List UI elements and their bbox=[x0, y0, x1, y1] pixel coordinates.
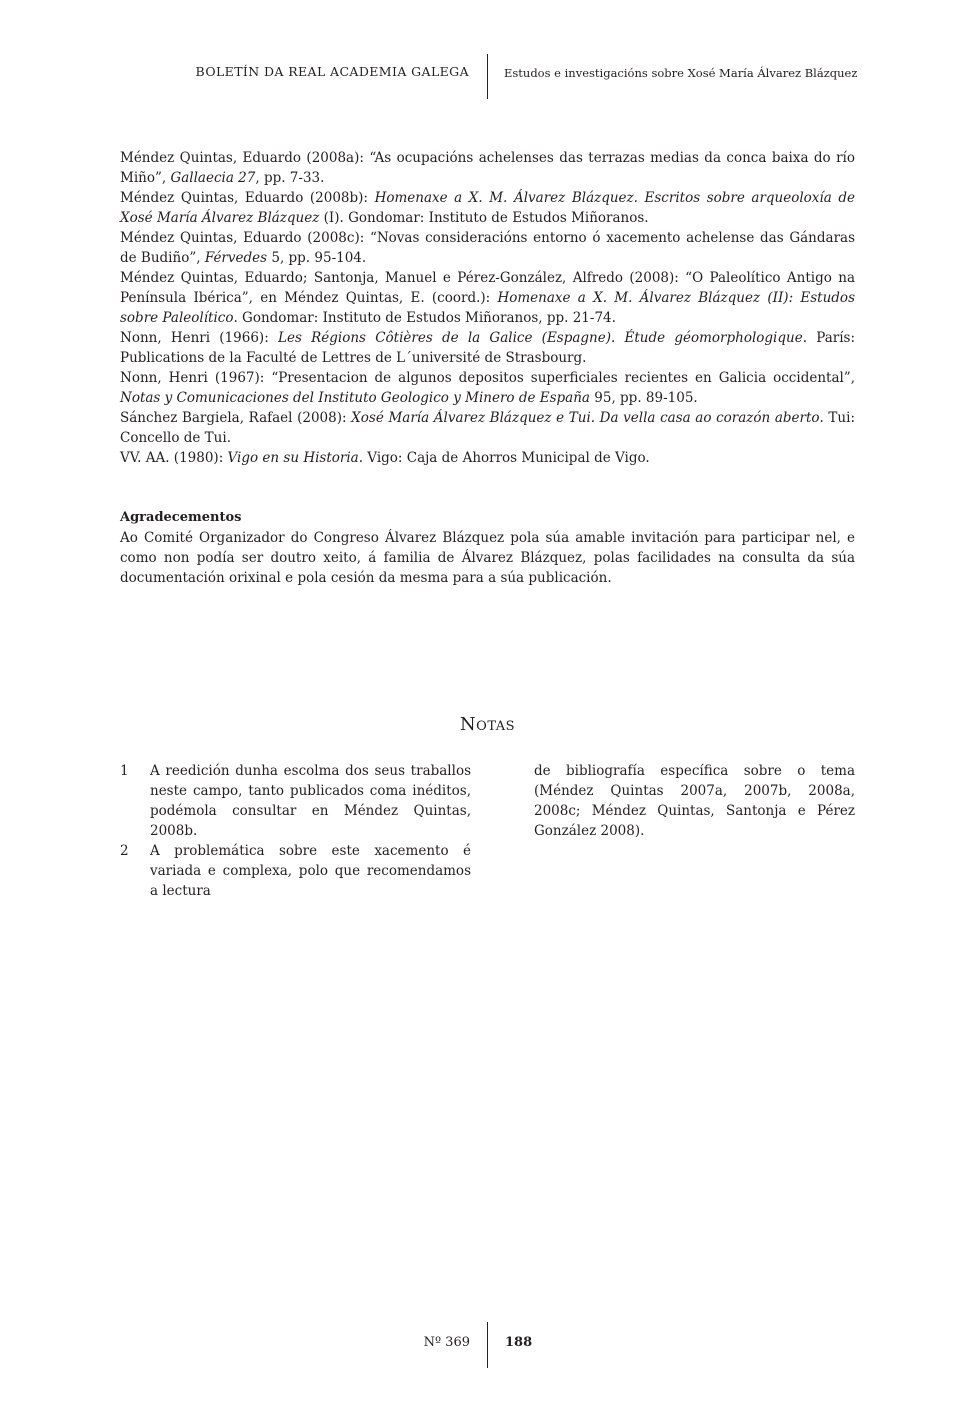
reference-title: Les Régions Côtières de la Galice (Espagne). Étude géomorphologique bbox=[277, 330, 803, 346]
section-title: Estudos e investigacións sobre Xosé María Álvarez Blázquez bbox=[504, 66, 858, 80]
reference-text: . Gondomar: Instituto de Estudos Miñoranos, pp. 21-74. bbox=[233, 310, 616, 326]
reference-entry bbox=[120, 408, 855, 448]
reference-title: Férvedes bbox=[204, 250, 268, 266]
notes-heading: Notas bbox=[459, 714, 516, 735]
reference-title: Notas y Comunicaciones del Instituto Geologico y Minero de España bbox=[120, 390, 590, 406]
reference-entry bbox=[120, 328, 855, 368]
reference-text: Méndez Quintas, Eduardo (2008a): “As ocupacións achelenses das terrazas medias da conca baixa do río Miño”, bbox=[120, 150, 855, 186]
page-number: 188 bbox=[505, 1335, 533, 1350]
reference-text: Méndez Quintas, Eduardo (2008b): bbox=[120, 190, 375, 206]
reference-title: Vigo en su Historia bbox=[227, 450, 359, 466]
acknowledgements-body: Ao Comité Organizador do Congreso Álvarez Blázquez pola súa amable invitación para participar nel, e como non podía ser doutro xeito, á familia de Álvarez Blázquez, polas facilidades na consulta da súa documentación orixinal e pola cesión da mesma para a súa publicación. bbox=[120, 530, 855, 586]
journal-title: BOLETÍN DA REAL ACADEMIA GALEGA bbox=[195, 64, 469, 79]
reference-entry bbox=[120, 148, 855, 188]
reference-title: Homenaxe a X. M. Álvarez Blázquez (II): Estudos sobre Paleolítico bbox=[120, 290, 855, 326]
reference-entry bbox=[120, 448, 855, 468]
reference-text: Méndez Quintas, Eduardo (2008c): “Novas consideracións entorno ó xacemento achelense das Gándaras de Budiño”, bbox=[120, 230, 855, 266]
acknowledgements-section bbox=[120, 508, 855, 588]
note-item bbox=[120, 841, 471, 901]
reference-title: Gallaecia 27 bbox=[170, 170, 256, 186]
reference-text: 5, pp. 95-104. bbox=[267, 250, 367, 266]
reference-text: (I). Gondomar: Instituto de Estudos Miñoranos. bbox=[319, 210, 649, 226]
reference-entry bbox=[120, 188, 855, 228]
note-text: A problemática sobre este xacemento é variada e complexa, polo que recomendamos a lectura bbox=[150, 843, 471, 899]
note-item bbox=[120, 761, 471, 841]
reference-text: Nonn, Henri (1967): “Presentacion de algunos depositos superficiales recientes en Galicia occidental”, bbox=[120, 370, 855, 386]
reference-text: 95, pp. 89-105. bbox=[589, 390, 698, 406]
reference-text: . Tui: Concello de Tui. bbox=[120, 410, 855, 446]
reference-text: Nonn, Henri (1966): bbox=[120, 330, 278, 346]
footer-divider bbox=[487, 1322, 488, 1368]
reference-title: Xosé María Álvarez Blázquez e Tui. Da vella casa ao corazón aberto bbox=[351, 410, 820, 426]
issue-number: Nº 369 bbox=[423, 1335, 470, 1350]
reference-entry bbox=[120, 368, 855, 408]
note-number: 2 bbox=[120, 843, 129, 859]
reference-entry bbox=[120, 268, 855, 328]
reference-text: VV. AA. (1980): bbox=[120, 450, 228, 466]
notes-column-right bbox=[534, 761, 855, 841]
reference-text: , pp. 7-33. bbox=[255, 170, 325, 186]
note-continuation: de bibliografía específica sobre o tema (Méndez Quintas 2007a, 2007b, 2008a, 2008c; Méndez Quintas, Santonja e Pérez González 2008). bbox=[534, 763, 855, 839]
note-text: A reedición dunha escolma dos seus traballos neste campo, tanto publicados coma inéditos, podémola consultar en Méndez Quintas, 2008b. bbox=[150, 763, 471, 839]
notes-column-left bbox=[120, 761, 471, 901]
reference-text: . Vigo: Caja de Ahorros Municipal de Vigo. bbox=[358, 450, 650, 466]
note-number: 1 bbox=[120, 763, 129, 779]
header-divider bbox=[487, 54, 488, 99]
reference-entry bbox=[120, 228, 855, 268]
bibliography bbox=[120, 148, 855, 468]
acknowledgements-title: Agradecementos bbox=[120, 510, 242, 525]
reference-text: Sánchez Bargiela, Rafael (2008): bbox=[120, 410, 352, 426]
reference-text: . París: Publications de la Faculté de Lettres de L´université de Strasbourg. bbox=[120, 330, 855, 366]
reference-text: Méndez Quintas, Eduardo; Santonja, Manuel e Pérez-González, Alfredo (2008): “O Paleolítico Antigo na Península Ibérica”, en Méndez Quintas, E. (coord.): bbox=[120, 270, 855, 306]
reference-title: Homenaxe a X. M. Álvarez Blázquez. Escritos sobre arqueoloxía de Xosé María Álvarez Blázquez bbox=[120, 190, 855, 226]
